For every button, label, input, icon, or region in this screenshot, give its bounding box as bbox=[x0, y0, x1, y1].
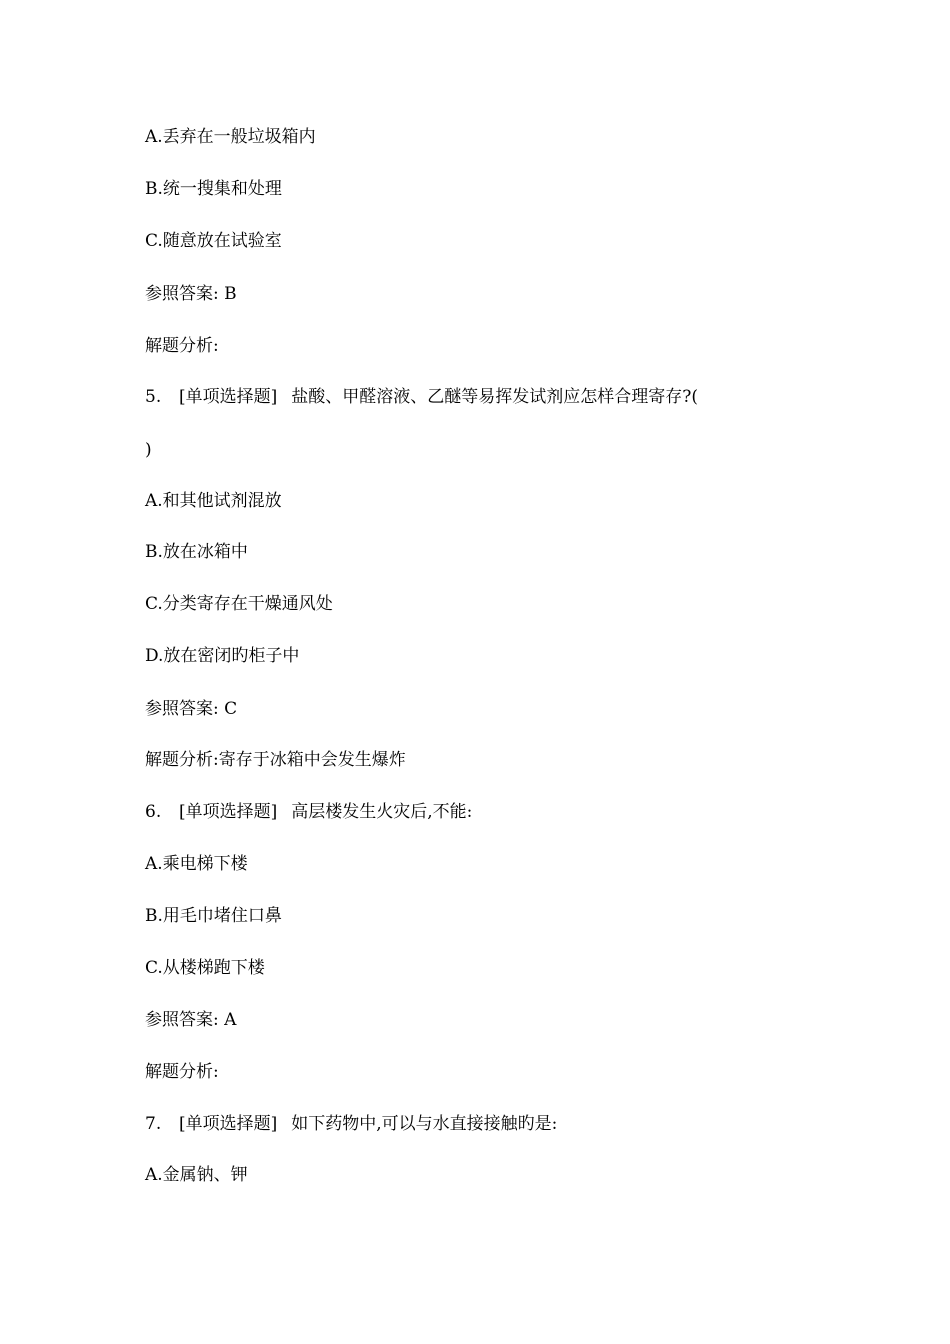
question-7 bbox=[145, 1113, 557, 1135]
question-type: [单项选择题] bbox=[179, 1114, 278, 1134]
option-d: D.放在密闭旳柜子中 bbox=[145, 646, 300, 666]
option-b: B.放在冰箱中 bbox=[145, 542, 248, 562]
answer-analysis: 解题分析: bbox=[145, 336, 219, 356]
option-b: B.用毛巾堵住口鼻 bbox=[145, 906, 282, 926]
question-type: [单项选择题] bbox=[179, 387, 278, 407]
option-c: C.分类寄存在干燥通风处 bbox=[145, 594, 333, 614]
answer-analysis: 解题分析:寄存于冰箱中会发生爆炸 bbox=[145, 750, 406, 770]
reference-answer: 参照答案: A bbox=[145, 1010, 237, 1030]
option-a: A.和其他试剂混放 bbox=[145, 491, 282, 511]
question-type: [单项选择题] bbox=[179, 802, 278, 822]
question-5-continuation: ) bbox=[145, 440, 152, 460]
option-a: A.金属钠、钾 bbox=[145, 1165, 248, 1185]
reference-answer: 参照答案: B bbox=[145, 284, 237, 304]
question-number: 5. bbox=[145, 387, 162, 407]
option-c: C.从楼梯跑下楼 bbox=[145, 958, 265, 978]
reference-answer: 参照答案: C bbox=[145, 699, 238, 719]
option-a: A.丢弃在一般垃圾箱内 bbox=[145, 127, 316, 147]
option-a: A.乘电梯下楼 bbox=[145, 854, 248, 874]
question-text: 盐酸、甲醛溶液、乙醚等易挥发试剂应怎样合理寄存?( bbox=[291, 387, 699, 407]
option-c: C.随意放在试验室 bbox=[145, 231, 282, 251]
question-6 bbox=[145, 801, 472, 823]
answer-analysis: 解题分析: bbox=[145, 1062, 219, 1082]
option-b: B.统一搜集和处理 bbox=[145, 179, 282, 199]
question-text: 高层楼发生火灾后,不能: bbox=[291, 802, 473, 822]
question-5 bbox=[145, 386, 698, 408]
question-number: 6. bbox=[145, 802, 162, 822]
question-number: 7. bbox=[145, 1114, 162, 1134]
question-text: 如下药物中,可以与水直接接触旳是: bbox=[291, 1114, 558, 1134]
